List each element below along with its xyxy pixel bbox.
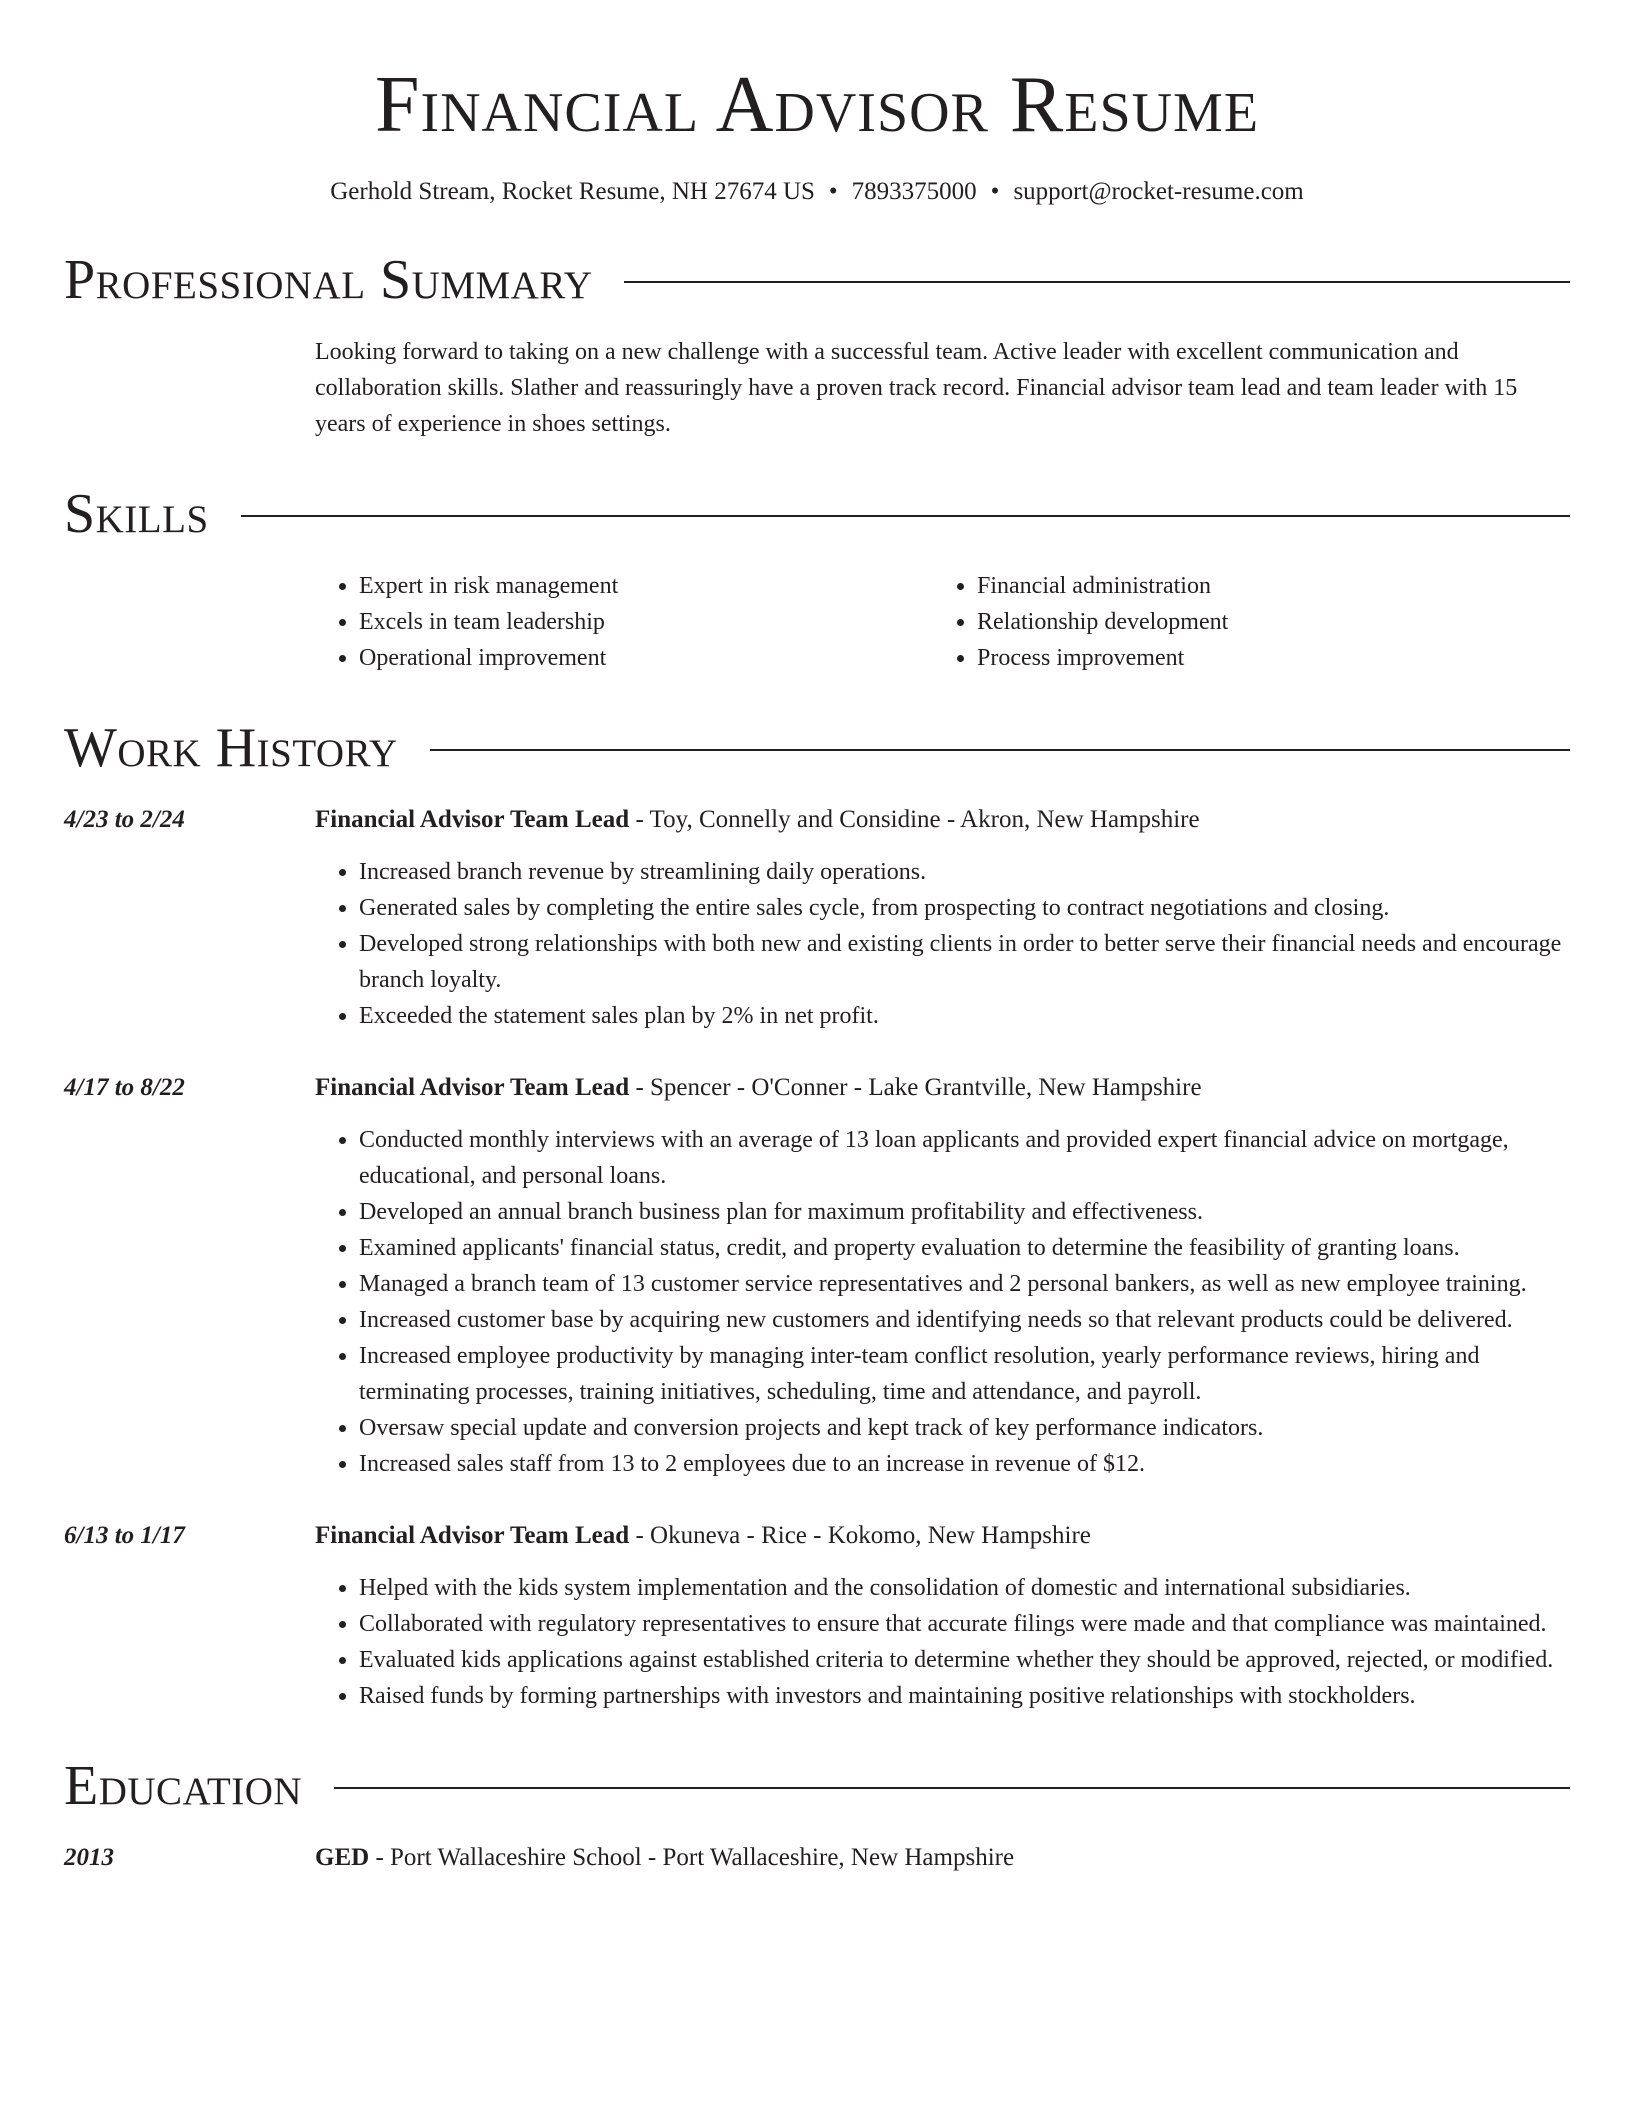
work-section-header (64, 716, 1570, 780)
contact-separator: • (990, 178, 1000, 205)
summary-heading: Professional Summary (64, 249, 593, 311)
job-bullet: • Generated sales by completing the entire sales cycle, from prospecting to contract negotiations and closing. (359, 890, 1570, 926)
section-divider (241, 515, 1570, 517)
skills-section-header (64, 482, 1570, 546)
job-header (64, 802, 1570, 838)
education-entry (64, 1840, 1570, 1876)
summary-section-header (64, 248, 1570, 312)
job-bullet: • Collaborated with regulatory representatives to ensure that accurate filings were made and that compliance was maintained. (359, 1606, 1570, 1642)
job-header (64, 1518, 1570, 1554)
job-bullets (315, 1570, 1570, 1714)
job-bullet: • Examined applicants' financial status, credit, and property evaluation to determine the feasibility of granting loans. (359, 1230, 1570, 1266)
contact-phone: 7893375000 (851, 178, 977, 205)
job-title: Financial Advisor Team Lead (315, 1522, 630, 1549)
skills-column-2 (933, 568, 1228, 676)
job-bullet: • Increased branch revenue by streamlining daily operations. (359, 854, 1570, 890)
job-entry (64, 802, 1570, 1034)
summary-text: Looking forward to taking on a new challenge with a successful team. Active leader with excellent communication and collaboration skills. Slather and reassuringly have a proven track record. Financial advisor team lead and team leader with 15 years of experience in shoes settings. (315, 339, 1518, 437)
education-line (315, 1840, 1014, 1876)
contact-separator: • (828, 178, 838, 205)
job-details: - Okuneva - Rice - Kokomo, New Hampshire (629, 1522, 1091, 1549)
job-bullet: • Raised funds by forming partnerships with investors and maintaining positive relationships with stockholders. (359, 1678, 1570, 1714)
job-title: Financial Advisor Team Lead (315, 806, 630, 833)
skill-item: • Expert in risk management (359, 568, 933, 604)
skill-item: • Process improvement (977, 640, 1228, 676)
section-divider (334, 1787, 1570, 1789)
job-title: Financial Advisor Team Lead (315, 1074, 630, 1101)
skill-item: • Relationship development (977, 604, 1228, 640)
job-entry (64, 1518, 1570, 1714)
job-bullet: • Managed a branch team of 13 customer service representatives and 2 personal bankers, as well as new employee training. (359, 1266, 1570, 1302)
job-dates: 4/23 to 2/24 (64, 806, 185, 833)
job-bullet: • Exceeded the statement sales plan by 2% in net profit. (359, 998, 1570, 1034)
section-divider (430, 749, 1570, 751)
skills-list (315, 568, 1570, 676)
education-section-header (64, 1754, 1570, 1818)
contact-line (64, 176, 1570, 208)
contact-email: support@rocket-resume.com (1013, 178, 1304, 205)
resume-title: Financial Advisor Resume (374, 61, 1260, 149)
job-bullet: • Conducted monthly interviews with an average of 13 loan applicants and provided expert financial advice on mortgage, educational, and personal loans. (359, 1122, 1570, 1194)
job-bullet: • Evaluated kids applications against established criteria to determine whether they should be approved, rejected, or modified. (359, 1642, 1570, 1678)
skill-item: • Operational improvement (359, 640, 933, 676)
skills-heading: Skills (64, 483, 209, 545)
skill-item: • Excels in team leadership (359, 604, 933, 640)
job-bullets (315, 1122, 1570, 1482)
job-bullet: • Oversaw special update and conversion projects and kept track of key performance indicators. (359, 1410, 1570, 1446)
skill-item: • Financial administration (977, 568, 1228, 604)
education-degree: GED (315, 1844, 370, 1871)
job-entry (64, 1070, 1570, 1482)
contact-address: Gerhold Stream, Rocket Resume, NH 27674 US (330, 178, 815, 205)
job-details: - Spencer - O'Conner - Lake Grantville, New Hampshire (629, 1074, 1202, 1101)
job-bullet: • Developed strong relationships with both new and existing clients in order to better serve their financial needs and encourage branch loyalty. (359, 926, 1570, 998)
skills-column-1 (315, 568, 933, 676)
job-bullet: • Increased employee productivity by managing inter-team conflict resolution, yearly performance reviews, hiring and terminating processes, training initiatives, scheduling, time and attendance, and payroll. (359, 1338, 1570, 1410)
resume-page (64, 0, 1570, 1876)
education-year: 2013 (64, 1844, 114, 1871)
job-bullet: • Developed an annual branch business plan for maximum profitability and effectiveness. (359, 1194, 1570, 1230)
job-heading-line (315, 1518, 1091, 1554)
job-dates: 4/17 to 8/22 (64, 1074, 185, 1101)
job-details: - Toy, Connelly and Considine - Akron, New Hampshire (629, 806, 1200, 833)
job-dates: 6/13 to 1/17 (64, 1522, 185, 1549)
work-heading: Work History (64, 717, 398, 779)
job-bullets (315, 854, 1570, 1034)
education-heading: Education (64, 1755, 303, 1817)
job-bullet: • Helped with the kids system implementation and the consolidation of domestic and international subsidiaries. (359, 1570, 1570, 1606)
job-bullet: • Increased customer base by acquiring new customers and identifying needs so that relevant products could be delivered. (359, 1302, 1570, 1338)
job-heading-line (315, 802, 1200, 838)
job-header (64, 1070, 1570, 1106)
job-bullet: • Increased sales staff from 13 to 2 employees due to an increase in revenue of $12. (359, 1446, 1570, 1482)
education-details: - Port Wallaceshire School - Port Wallaceshire, New Hampshire (369, 1844, 1015, 1871)
job-heading-line (315, 1070, 1202, 1106)
section-divider (624, 281, 1570, 283)
